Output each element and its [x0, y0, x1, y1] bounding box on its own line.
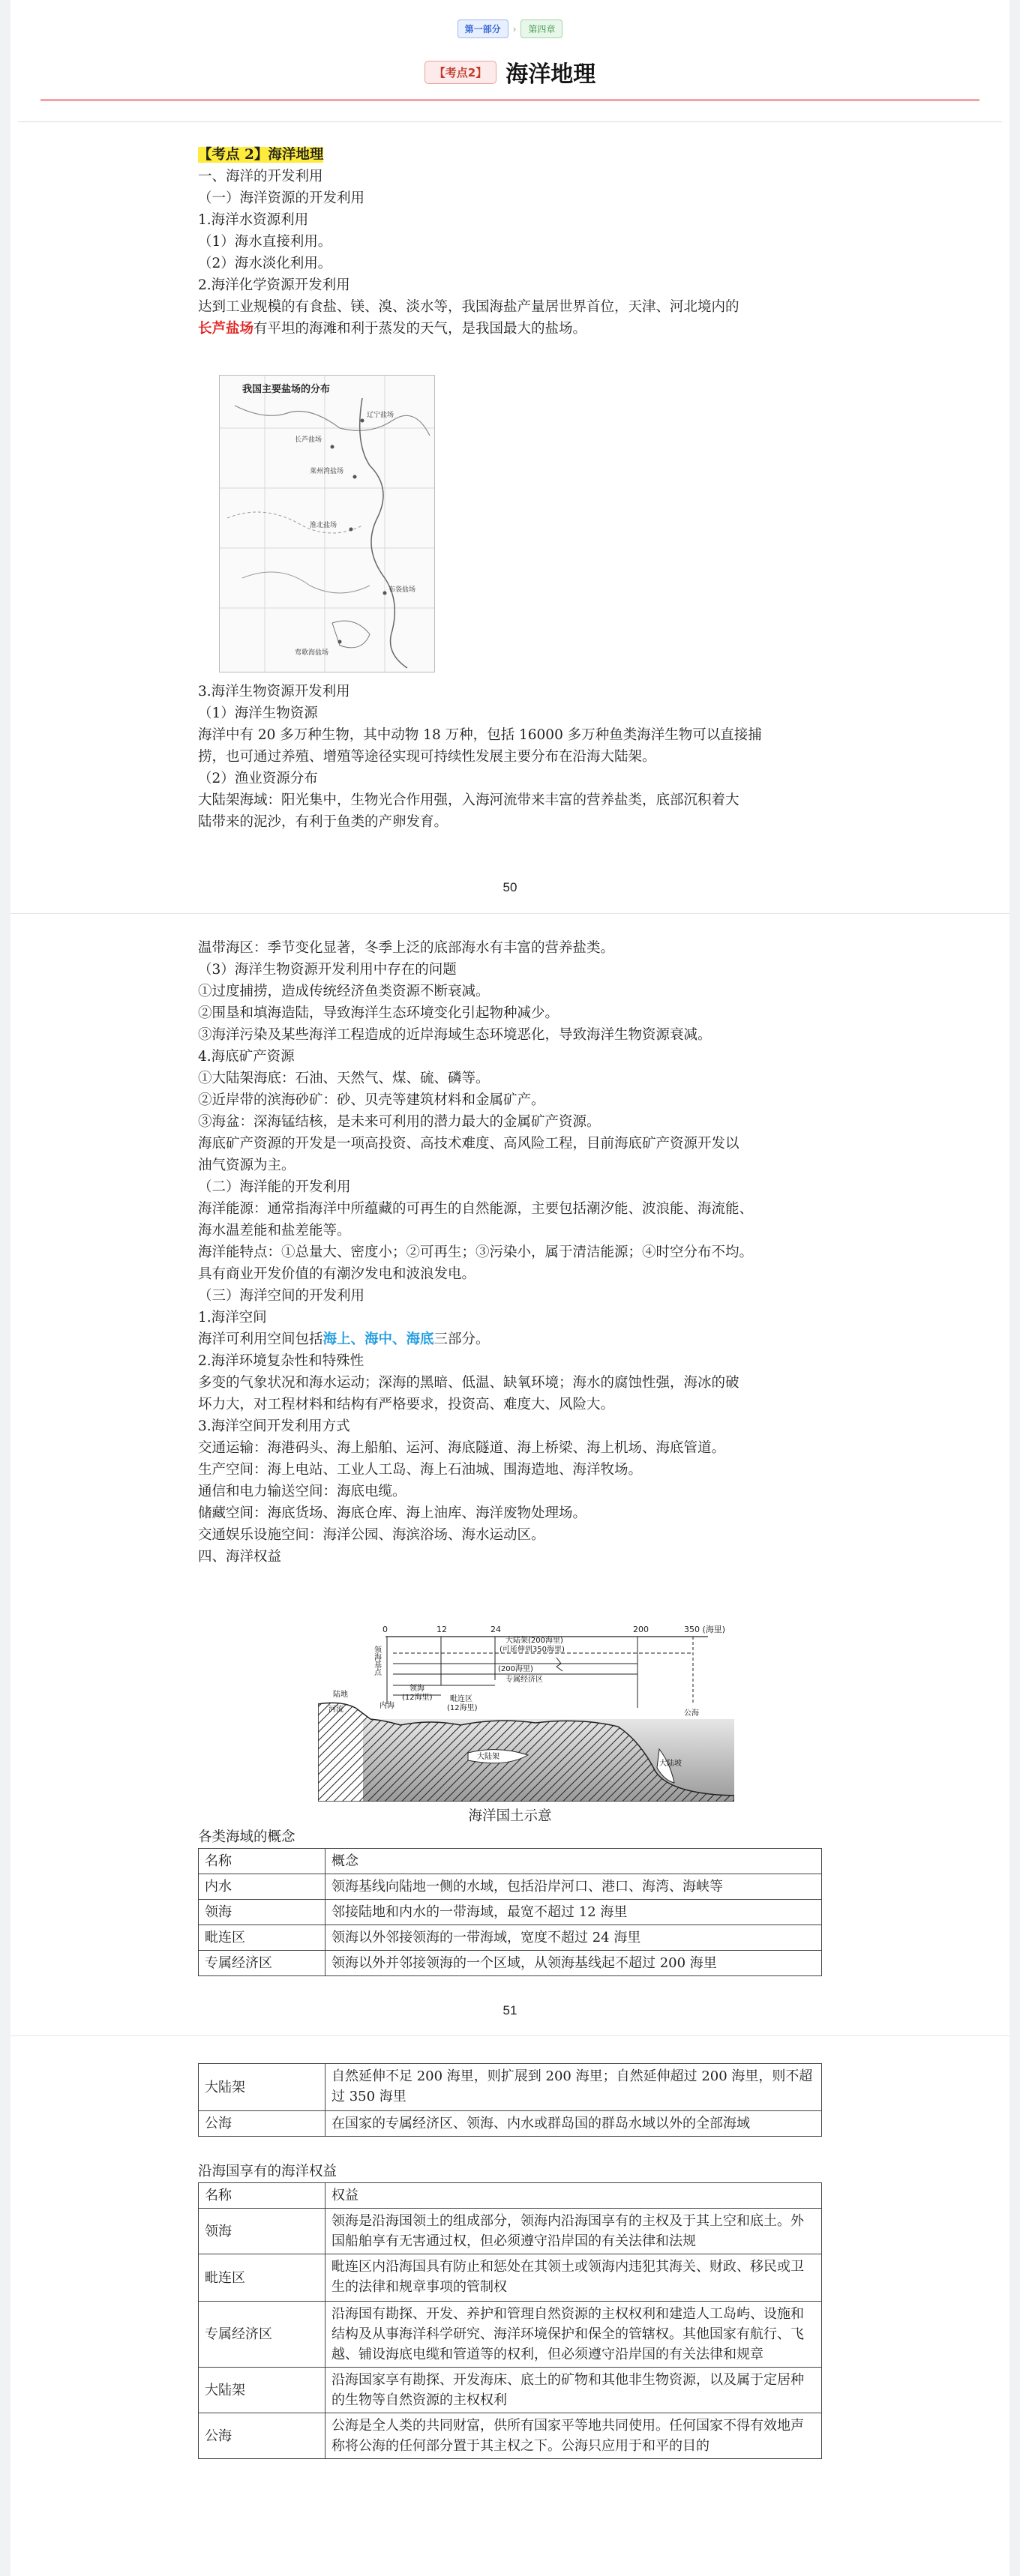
diagram-label: (200海里): [498, 1665, 533, 1673]
table-cell: 公海: [199, 2111, 326, 2137]
table-cell: 自然延伸不足 200 海里，则扩展到 200 海里；自然延伸超过 200 海里，则不超过 350 海里: [332, 2068, 813, 2104]
page-50-content-cont: [198, 681, 836, 833]
diagram-label: 大陆架: [477, 1753, 500, 1761]
table-row: [199, 1951, 822, 1976]
maritime-rights-table: [198, 2182, 822, 2459]
table-cell: 沿海国有勘探、开发、养护和管理自然资源的主权权利和建造人工岛屿、设施和结构及从事海洋科学研究、海洋环境保护和保全的管辖权。其他国家有航行、飞越、铺设海底电缆和管道等的权利，但必须遵守沿岸国的有关法律和规章: [326, 2302, 822, 2368]
table-cell: 内水: [199, 1874, 326, 1900]
diagram-label: 大陆坡: [659, 1760, 682, 1768]
text-span: 有平坦的海滩和利于蒸发的天气，是我国最大的盐场。: [254, 321, 587, 337]
section-heading: 【考点 2】海洋地理: [198, 147, 324, 163]
table-cell: 在国家的专属经济区、领海、内水或群岛国的群岛水域以外的全部海域: [326, 2111, 822, 2137]
page-header: [10, 55, 1010, 88]
table-cell-clipped: [326, 2254, 822, 2302]
table-header-cell: 概念: [326, 1849, 822, 1874]
text-line: 油气资源为主。: [198, 1158, 296, 1173]
diagram-label: 领海基点: [372, 1646, 381, 1676]
text-line: 通信和电力输送空间：海底电缆。: [198, 1484, 406, 1499]
title-underline: [40, 99, 980, 101]
text-line: 1.海洋水资源利用: [198, 212, 309, 228]
page-separator: [10, 913, 1010, 914]
text-line: 3.海洋生物资源开发利用: [198, 684, 350, 699]
text-line: 具有商业开发价值的有潮汐发电和波浪发电。: [198, 1266, 476, 1282]
text-line: 海洋中有 20 多万种生物，其中动物 18 万种，包括 16000 多万种鱼类海洋生物可以直接捕: [198, 727, 762, 743]
diagram-label: 内海: [380, 1702, 394, 1710]
text-line: ②近岸带的滨海砂矿：砂、贝壳等建筑材料和金属矿产。: [198, 1092, 545, 1108]
page-50-content: [198, 144, 836, 340]
text-line: 海底矿产资源的开发是一项高投资、高技术难度、高风险工程，目前海底矿产资源开发以: [198, 1136, 740, 1152]
table-cell: 邻接陆地和内水的一带海域，最宽不超过 12 海里: [326, 1900, 822, 1925]
table-cell: 领海是沿海国领土的组成部分，领海内沿海国享有的主权及于其上空和底土。外国船舶享有无害通过权，但必须遵守沿岸国的有关法律和法规: [326, 2209, 822, 2254]
text-line: ②围垦和填海造陆，导致海洋生态环境变化引起物种减少。: [198, 1005, 560, 1021]
text-line: 海洋能特点：①总量大、密度小；②可再生；③污染小，属于清洁能源；④时空分布不均。: [198, 1245, 754, 1260]
breadcrumb-part[interactable]: 第一部分: [458, 19, 508, 38]
text-span: 海洋可利用空间包括: [198, 1331, 323, 1347]
table-cell-clipped: [326, 2064, 822, 2111]
text-line: 坏力大，对工程材料和结构有严格要求，投资高、难度大、风险大。: [198, 1397, 615, 1412]
text-line: 3.海洋空间开发利用方式: [198, 1418, 350, 1434]
diagram-drawing: [318, 1622, 734, 1802]
text-line: 陆带来的泥沙，有利于鱼类的产卵发育。: [198, 814, 448, 830]
diagram-label: (可延伸到350海里): [500, 1646, 565, 1654]
text-line: ①过度捕捞，造成传统经济鱼类资源不断衰减。: [198, 984, 490, 999]
table-cell: 专属经济区: [199, 1951, 326, 1976]
tick-label: 0: [382, 1625, 388, 1634]
diagram-label: 公海: [684, 1709, 699, 1718]
map-label: 辽宁盐场: [367, 412, 394, 419]
chevron-right-icon: ›: [512, 23, 517, 34]
table-cell: 领海: [199, 1900, 326, 1925]
text-line: 捞，也可通过养殖、增殖等途径实现可持续性发展主要分布在沿海大陆架。: [198, 749, 656, 765]
tick-label: 24: [490, 1625, 501, 1634]
text-line: 1.海洋空间: [198, 1310, 267, 1325]
text-line: （一）海洋资源的开发利用: [198, 190, 365, 206]
table-cell: 大陆架: [199, 2064, 326, 2111]
text-line: 四、海洋权益: [198, 1549, 282, 1565]
page-51-content: [198, 937, 836, 1568]
diagram-label: 领海: [410, 1685, 424, 1693]
table-cell: 领海以外邻接领海的一带海域，宽度不超过 24 海里: [326, 1925, 822, 1951]
page-number: 50: [502, 880, 518, 894]
table-cell: 毗连区: [199, 2254, 326, 2302]
table-row: [199, 2413, 822, 2459]
text-line: ③海盆：深海锰结核，是未来可利用的潜力最大的金属矿产资源。: [198, 1114, 601, 1130]
highlight-term: 海上、海中、海底: [322, 1331, 434, 1347]
maritime-zones-diagram: [318, 1622, 734, 1802]
text-line: 交通娱乐设施空间：海洋公园、海滨浴场、海水运动区。: [198, 1527, 545, 1543]
text-line: 温带海区：季节变化显著，冬季上泛的底部海水有丰富的营养盐类。: [198, 940, 615, 956]
topic-tag: 【考点2】: [424, 61, 496, 84]
table-cell: 公海是全人类的共同财富，供所有国家平等地共同使用。任何国家不得有效地声称将公海的任何部分置于其主权之下。公海只应用于和平的目的: [326, 2413, 822, 2459]
diagram-label: (12海里): [447, 1704, 478, 1712]
table-row: [199, 1900, 822, 1925]
document-page: [10, 0, 1010, 2576]
text-line: （三）海洋空间的开发利用: [198, 1288, 365, 1304]
table-row: [199, 2368, 822, 2413]
diagram-caption-wrap: [198, 1805, 822, 1827]
table-cell: 领海基线向陆地一侧的水域，包括沿岸河口、港口、海湾、海峡等: [326, 1874, 822, 1900]
header-divider: [18, 121, 1002, 122]
text-line: [198, 1328, 836, 1350]
map-label: 布袋盐场: [388, 586, 416, 594]
table-cell: 领海: [199, 2209, 326, 2254]
breadcrumb: [10, 19, 1010, 38]
text-line: 达到工业规模的有食盐、镁、溴、淡水等，我国海盐产量居世界首位，天津、河北境内的: [198, 299, 740, 315]
table-title: 各类海域的概念: [198, 1829, 296, 1845]
text-line: （2）渔业资源分布: [198, 771, 318, 786]
table-header-cell: 名称: [199, 2183, 326, 2209]
table-row: [199, 1874, 822, 1900]
diagram-caption: 海洋国土示意: [468, 1808, 552, 1824]
text-line: （1）海洋生物资源: [198, 705, 318, 721]
sea-area-table: [198, 1848, 822, 1976]
table-cell: 毗连区内沿海国具有防止和惩处在其领土或领海内违犯其海关、财政、移民或卫生的法律和规章事项的管制权: [332, 2259, 804, 2295]
text-line: （二）海洋能的开发利用: [198, 1179, 351, 1195]
text-line: 储藏空间：海底货场、海底仓库、海上油库、海洋废物处理场。: [198, 1505, 587, 1521]
map-drawing: [220, 376, 434, 672]
table-header-cell: 权益: [326, 2183, 822, 2209]
text-line: 4.海底矿产资源: [198, 1049, 295, 1065]
sea-area-table-cont: [198, 2063, 822, 2137]
text-line: 多变的气象状况和海水运动；深海的黑暗、低温、缺氧环境；海水的腐蚀性强，海冰的破: [198, 1375, 740, 1391]
table-header-row: [199, 2183, 822, 2209]
table-row: [199, 2111, 822, 2137]
text-line: 交通运输：海港码头、海上船舶、运河、海底隧道、海上桥梁、海上机场、海底管道。: [198, 1440, 726, 1456]
table-cell: 沿海国家享有勘探、开发海床、底土的矿物和其他非生物资源，以及属于定居种的生物等自然资源的主权权利: [326, 2368, 822, 2413]
diagram-label: 大陆架(200海里): [506, 1637, 563, 1645]
tick-label: 12: [436, 1625, 447, 1634]
text-line: （2）海水淡化利用。: [198, 256, 332, 271]
text-line: 生产空间：海上电站、工业人工岛、海上石油城、围海造地、海洋牧场。: [198, 1462, 643, 1478]
table-cell: 领海以外并邻接领海的一个区域，从领海基线起不超过 200 海里: [326, 1951, 822, 1976]
tick-label: 200: [633, 1625, 649, 1634]
table3-section: [198, 2161, 836, 2459]
text-line: ①大陆架海底：石油、天然气、煤、硫、磷等。: [198, 1071, 490, 1086]
text-line: 大陆架海域：阳光集中，生物光合作用强，入海河流带来丰富的营养盐类，底部沉积着大: [198, 792, 740, 808]
table-cell: 专属经济区: [199, 2302, 326, 2368]
text-line: 海洋能源：通常指海洋中所蕴藏的可再生的自然能源，主要包括潮汐能、波浪能、海流能、: [198, 1201, 754, 1217]
text-span: 三部分。: [434, 1331, 490, 1347]
text-line: [198, 318, 836, 340]
diagram-label: (12海里): [402, 1694, 433, 1702]
text-line: （3）海洋生物资源开发利用中存在的问题: [198, 962, 457, 978]
table-header-row: [199, 1849, 822, 1874]
table-row: [199, 2064, 822, 2111]
text-line: 海水温差能和盐差能等。: [198, 1223, 351, 1239]
tick-label: 350 (海里): [684, 1625, 726, 1634]
table-title: 沿海国享有的海洋权益: [198, 2164, 338, 2179]
table-cell: 大陆架: [199, 2368, 326, 2413]
table-row: [199, 2302, 822, 2368]
breadcrumb-chapter[interactable]: 第四章: [520, 19, 562, 38]
map-label: 长芦盐场: [295, 436, 322, 444]
text-line: ③海洋污染及某些海洋工程造成的近岸海域生态环境恶化，导致海洋生物资源衰减。: [198, 1027, 712, 1043]
map-label: 莺歌海盐场: [295, 649, 329, 657]
map-label: 莱州湾盐场: [310, 468, 344, 475]
diagram-label: 陆地: [333, 1691, 348, 1699]
map-label: 淮北盐场: [310, 522, 338, 529]
table-header-cell: 名称: [199, 1849, 326, 1874]
table-cell: 毗连区: [199, 1925, 326, 1951]
salt-field-map: [219, 375, 435, 672]
table1-section: [198, 1826, 836, 1976]
map-title: 我国主要盐场的分布: [242, 384, 331, 395]
text-line: 2.海洋环境复杂性和特殊性: [198, 1353, 364, 1369]
highlight-term: 长芦盐场: [198, 321, 254, 337]
table2-section: [198, 2063, 836, 2137]
text-line: 2.海洋化学资源开发利用: [198, 277, 350, 293]
page-title: 海洋地理: [506, 61, 596, 88]
page-separator: [10, 2035, 1010, 2036]
table-cell: 公海: [199, 2413, 326, 2459]
text-line: （1）海水直接利用。: [198, 234, 332, 250]
page-number: 51: [502, 2003, 518, 2017]
table-row: [199, 1925, 822, 1951]
table-row: [199, 2209, 822, 2254]
text-line: 一、海洋的开发利用: [198, 169, 323, 184]
diagram-label: 毗连区: [450, 1695, 472, 1703]
diagram-label: 专属经济区: [506, 1676, 543, 1684]
table-row: [199, 2254, 822, 2302]
